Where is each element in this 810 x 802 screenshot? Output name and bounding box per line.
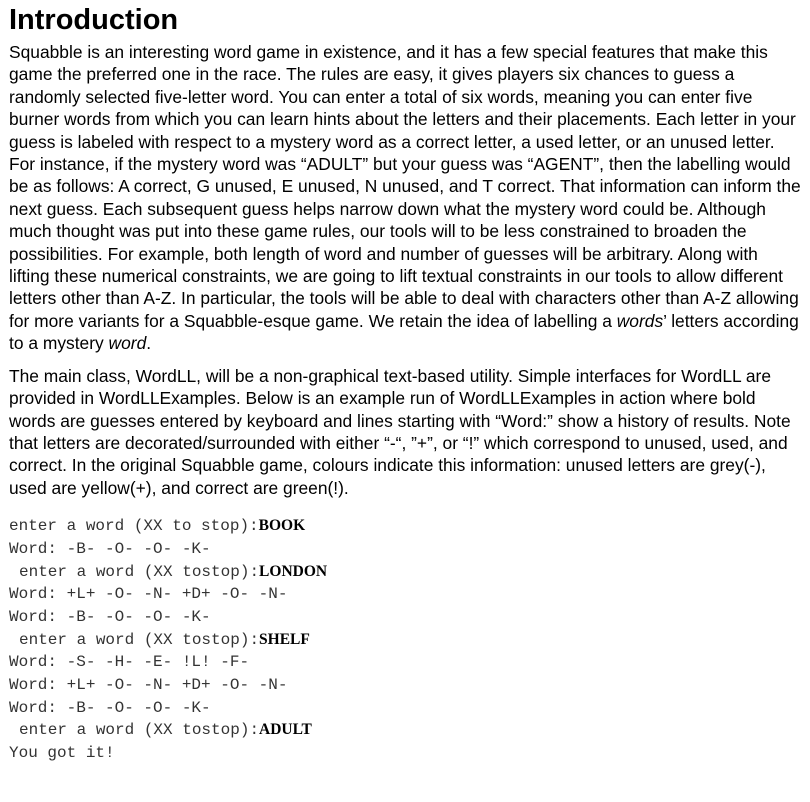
intro-text-part1: Squabble is an interesting word game in existence, and it has a few special features that make this game the preferred one in the race. The rules are easy, it gives players six chances to guess a randomly selected five-letter word. You can enter a total of six words, meaning you can enter five burner words from which you can learn hints about the letters and their placements. Each letter in your guess is labeled with respect to a mystery word as a correct letter, a used letter, or an unused letter. For instance, if the mystery word was “ADULT” but your guess was “AGENT”, then the labelling would be as follows: A correct, G unused, E unused, N unused, and T correct. That information can inform the next guess. Each subsequent guess helps narrow down what the mystery word could be. Although much thought was put into these game rules, our tools will to be less constrained to broaden the possibilities. For example, both length of word and number of guesses will be arbitrary. Along with lifting these numerical constraints, we are going to lift textual constraints in our tools to allow different letters other than A-Z. In particular, the tools will be able to deal with characters other than A-Z allowing for more variants for a Squabble-esque game. We retain the idea of labelling a	[9, 42, 801, 331]
console-line-text: Word: -B- -O- -O- -K-	[9, 698, 211, 717]
example-console-output	[9, 515, 801, 765]
console-line-text: Word: -B- -O- -O- -K-	[9, 539, 211, 558]
console-line-text: enter a word (XX tostop):	[19, 630, 260, 649]
intro-italic-words: words	[616, 310, 664, 331]
console-line	[9, 606, 801, 629]
console-line-text: Word: +L+ -O- -N- +D+ -O- -N-	[9, 675, 288, 694]
console-line	[9, 515, 801, 538]
console-guess: ADULT	[259, 721, 312, 739]
console-line-text: enter a word (XX tostop):	[19, 562, 260, 581]
wordll-paragraph: The main class, WordLL, will be a non-graphical text-based utility. Simple interfaces for WordLL are provided in WordLLExamples. Below is an example run of WordLLExamples in action where bold words are guesses entered by keyboard and lines starting with “Word:” show a history of results. Note that letters are decorated/surrounded with either “-“, ”+”, or “!” which correspond to unused, used, and correct. In the original Squabble game, colours indicate this information: unused letters are grey(-), used are yellow(+), and correct are green(!).	[9, 365, 791, 498]
console-guess: BOOK	[258, 517, 306, 535]
intro-text-part2: ’ letters according to a mystery	[9, 310, 799, 354]
console-line	[9, 697, 801, 720]
console-line	[9, 719, 801, 742]
console-guess: LONDON	[259, 562, 328, 580]
console-line-text: Word: -B- -O- -O- -K-	[9, 607, 211, 626]
intro-italic-word: word	[108, 333, 147, 354]
console-line	[9, 561, 801, 584]
console-line-text: Word: +L+ -O- -N- +D+ -O- -N-	[9, 585, 288, 604]
console-line	[9, 651, 801, 674]
console-line-text: enter a word (XX tostop):	[19, 721, 260, 740]
console-line	[9, 629, 801, 652]
intro-text-part3: .	[146, 333, 152, 354]
intro-paragraph	[9, 41, 801, 355]
console-line-text: You got it!	[9, 744, 115, 762]
console-line-text: Word: -S- -H- -E- !L! -F-	[9, 653, 250, 672]
console-line	[9, 742, 801, 765]
console-line-text: enter a word (XX to stop):	[9, 517, 259, 536]
console-line	[9, 538, 801, 561]
console-line	[9, 674, 801, 697]
document-page	[9, 3, 801, 765]
page-title: Introduction	[9, 4, 179, 36]
console-guess: SHELF	[259, 630, 310, 648]
console-line	[9, 583, 801, 606]
